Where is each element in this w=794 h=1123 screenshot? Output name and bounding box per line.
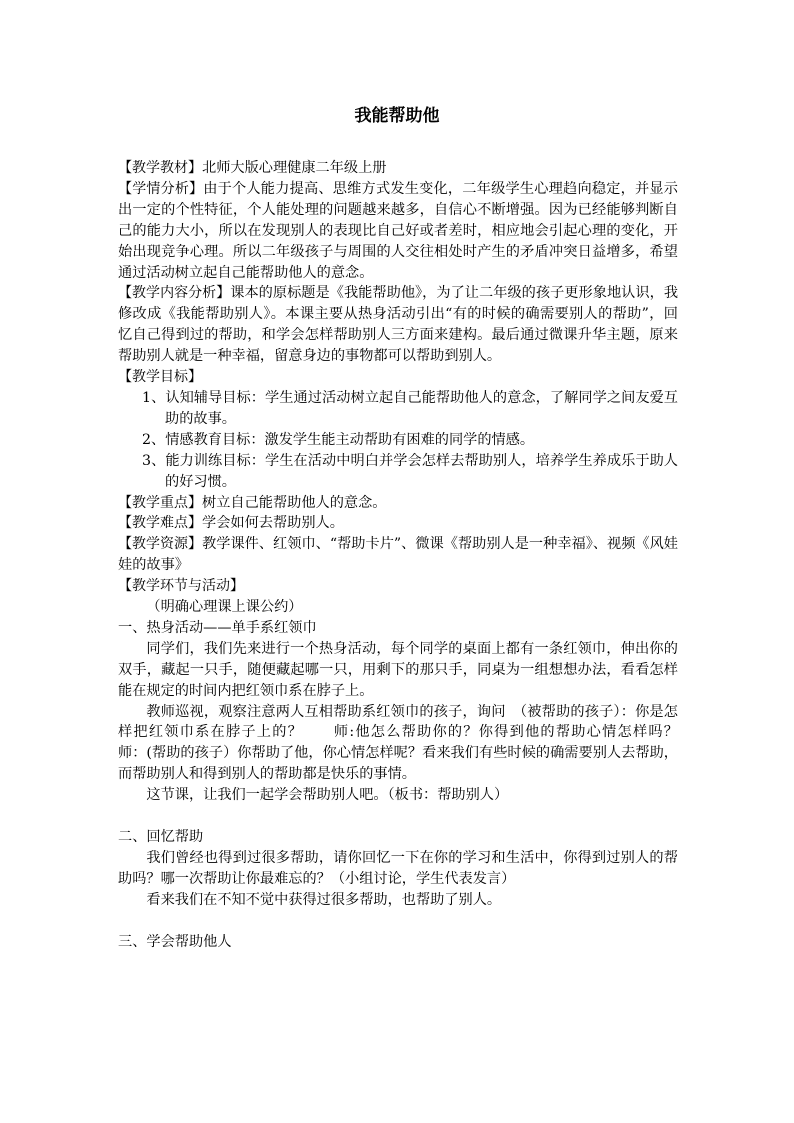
resources-label: 【教学资源】	[118, 536, 203, 553]
key-point-paragraph	[118, 493, 678, 514]
resources-paragraph	[118, 534, 678, 576]
difficulty-paragraph	[118, 513, 678, 534]
section-1-paragraph: 这节课，让我们一起学会帮助别人吧。（板书：帮助别人）	[146, 787, 509, 804]
content-analysis-text: 课本的原标题是《我能帮助他》，为了让二年级的孩子更形象地认识，我修改成《我能帮助别人》。本课主要从热身活动引出“有的时候的确需要别人的帮助”，回忆自己得到过的帮助，和学会怎样帮助别人三方面来建构。最后通过微课升华主题，原来帮助别人就是一种幸福，留意身边的事物都可以帮助到别人。	[118, 285, 679, 365]
resources-text: 教学课件、红领巾、“帮助卡片”、微课《帮助别人是一种幸福》、视频《风娃娃的故事》	[118, 536, 678, 574]
goal-item: 1、认知辅导目标：学生通过活动树立起自己能帮助他人的意念，了解同学之间友爱互助的故事。	[142, 389, 678, 427]
section-2-paragraph: 看来我们在不知不觉中获得过很多帮助，也帮助了别人。	[146, 891, 502, 908]
goals-heading	[118, 367, 678, 388]
document-body	[118, 158, 749, 952]
section-2-title: 二、回忆帮助	[118, 828, 204, 845]
section-1-paragraph: 同学们，我们先来进行一个热身活动，每个同学的桌面上都有一条红领巾，伸出你的双手，藏起一只手，随便藏起哪一只，用剩下的那只手，同桌为一组想想办法，看看怎样能在规定的时间内把红领巾系在脖子上。	[118, 640, 678, 699]
page-title: 我能帮助他	[354, 106, 440, 126]
materials-paragraph	[118, 158, 678, 179]
key-point-label: 【教学重点】	[118, 494, 202, 511]
section-1-paragraph: 教师巡视，观察注意两人互相帮助系红领巾的孩子，询问 （被帮助的孩子）：你是怎样把红领巾系在脖子上的？ 师:他怎么帮助你的？你得到他的帮助心情怎样吗？ 师：(帮助的孩子）你帮助了他，你心情怎样呢？看来我们有些时候的确需要别人去帮助，而帮助别人和得到别人的帮助都是快乐的事情。	[118, 703, 749, 783]
section-2-paragraph: 我们曾经也得到过很多帮助，请你回忆一下在你的学习和生活中，你得到过别人的帮助吗？哪一次帮助让你最难忘的？（小组讨论，学生代表发言）	[118, 849, 678, 887]
blank-line	[118, 806, 678, 827]
difficulty-label: 【教学难点】	[118, 515, 202, 532]
goal-item: 3、能力训练目标：学生在活动中明白并学会怎样去帮助别人，培养学生养成乐于助人的好习惯。	[142, 452, 678, 490]
materials-label: 【教学教材】	[118, 160, 202, 176]
content-analysis-label: 【教学内容分析】	[118, 285, 231, 302]
materials-text: 北师大版心理健康二年级上册	[202, 160, 387, 176]
process-label: 【教学环节与活动】	[118, 578, 244, 595]
process-heading	[118, 576, 678, 597]
analysis-label: 【学情分析】	[118, 180, 204, 197]
key-point-text: 树立自己能帮助他人的意念。	[202, 494, 387, 511]
section-3-title: 三、学会帮助他人	[118, 933, 232, 950]
difficulty-text: 学会如何去帮助别人。	[202, 515, 344, 532]
analysis-paragraph	[118, 179, 678, 284]
goals-label: 【教学目标】	[118, 369, 202, 386]
goal-item: 2、情感教育目标：激发学生能主动帮助有困难的同学的情感。	[142, 431, 535, 448]
content-analysis-paragraph	[118, 283, 678, 367]
blank-line	[118, 911, 678, 932]
classroom-rules: （明确心理课上课公约）	[146, 599, 303, 616]
section-1-title: 一、热身活动——单手系红领巾	[118, 619, 317, 636]
analysis-text: 由于个人能力提高、思维方式发生变化，二年级学生心理趋向稳定，并显示出一定的个性特征，个人能处理的问题越来越多，自信心不断增强。因为已经能够判断自己的能力大小，所以在发现别人的表现比自己好或者差时，相应地会引起心理的变化，开始出现竞争心理。所以二年级孩子与周围的人交往相处时产生的矛盾冲突日益增多，希望通过活动树立起自己能帮助他人的意念。	[118, 180, 678, 281]
